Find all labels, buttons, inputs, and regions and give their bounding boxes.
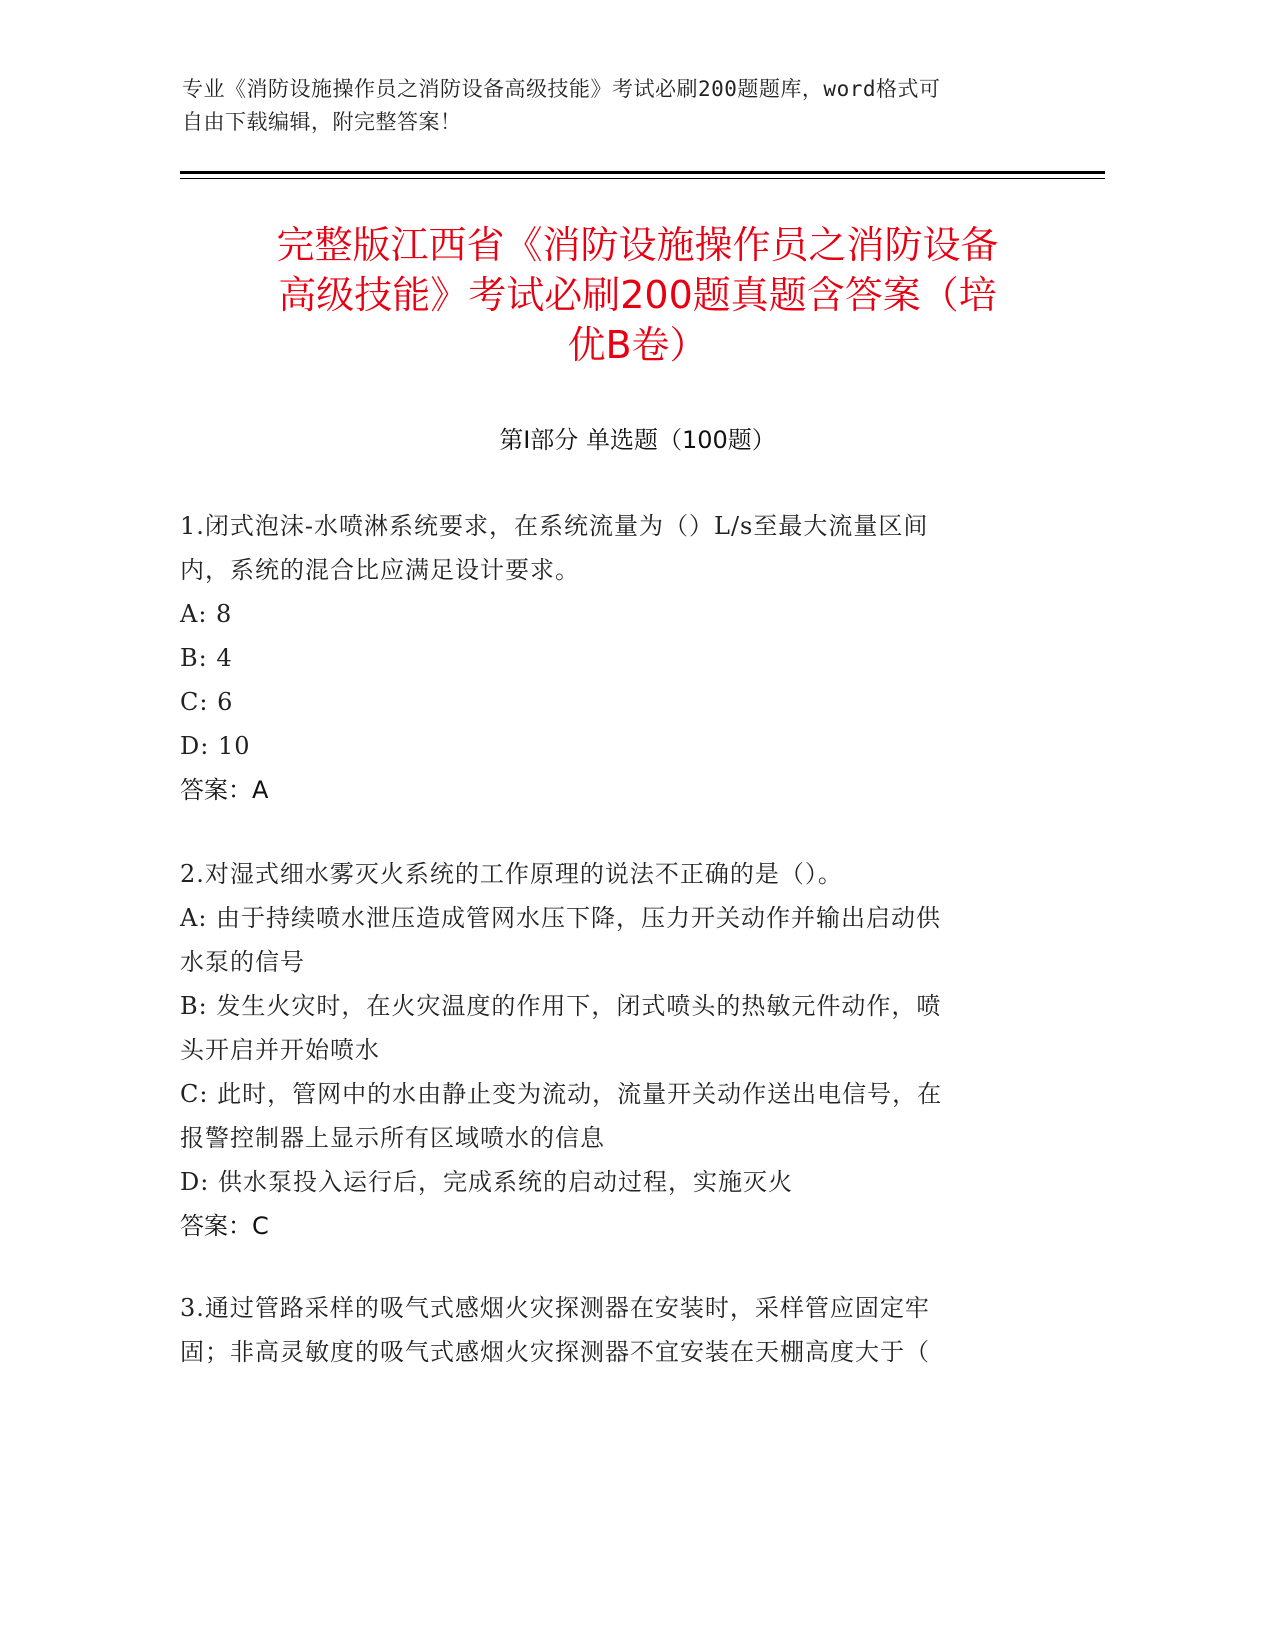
header-divider-thick — [180, 171, 1105, 174]
header-note-line: 专业《消防设施操作员之消防设备高级技能》考试必刷200题题库，word格式可 — [182, 77, 941, 101]
document-title — [150, 220, 1125, 370]
question-stem-line: 3.通过管路采样的吸气式感烟火灾探测器在安装时，采样管应固定牢 — [180, 1294, 930, 1322]
section-heading: 第Ⅰ部分 单选题（100题） — [499, 426, 776, 454]
question-stem-line: 2.对湿式细水雾灭火系统的工作原理的说法不正确的是（）。 — [180, 860, 843, 888]
question-2 — [180, 852, 1040, 1248]
option-b: B: 4 — [180, 644, 233, 672]
answer-label: 答案：C — [180, 1212, 269, 1240]
option-c: C: 此时，管网中的水由静止变为流动，流量开关动作送出电信号，在 — [180, 1080, 943, 1108]
option-a: A: 由于持续喷水泄压造成管网水压下降，压力开关动作并输出启动供 — [180, 904, 942, 932]
title-line: 优B卷） — [567, 323, 708, 367]
title-line: 完整版江西省《消防设施操作员之消防设备 — [276, 223, 999, 267]
option-d: D: 供水泵投入运行后，完成系统的启动过程，实施灭火 — [180, 1168, 793, 1196]
question-stem-line: 固；非高灵敏度的吸气式感烟火灾探测器不宜安装在天棚高度大于（ — [180, 1338, 930, 1366]
header-note-line: 自由下载编辑，附完整答案！ — [182, 110, 462, 134]
header-divider-thin — [180, 178, 1105, 179]
question-3 — [180, 1286, 1040, 1374]
option-b: B: 发生火灾时，在火灾温度的作用下，闭式喷头的热敏元件动作，喷 — [180, 992, 942, 1020]
question-stem-line: 1.闭式泡沫-水喷淋系统要求，在系统流量为（）L/s至最大流量区间 — [180, 512, 929, 540]
option-a-continued: 水泵的信号 — [180, 948, 305, 976]
answer-label: 答案：A — [180, 776, 269, 804]
title-line: 高级技能》考试必刷200题真题含答案（培 — [278, 273, 997, 317]
question-stem-line: 内，系统的混合比应满足设计要求。 — [180, 556, 580, 584]
question-1 — [180, 504, 1040, 812]
option-c-continued: 报警控制器上显示所有区域喷水的信息 — [180, 1124, 605, 1152]
option-c: C: 6 — [180, 688, 234, 716]
option-a: A: 8 — [180, 600, 233, 628]
option-d: D: 10 — [180, 732, 251, 760]
option-b-continued: 头开启并开始喷水 — [180, 1036, 380, 1064]
header-note — [182, 73, 1062, 139]
